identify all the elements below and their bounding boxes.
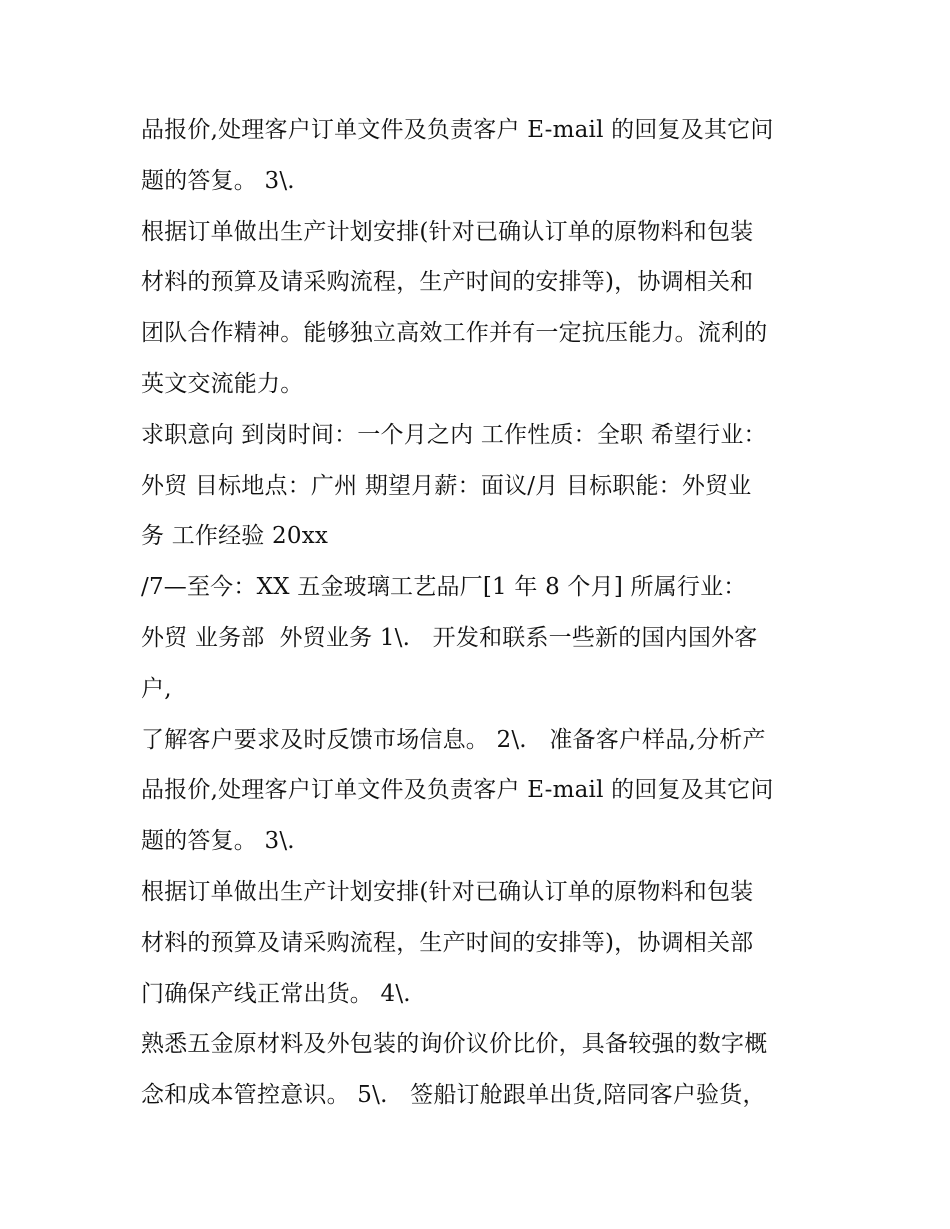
text-line: 了解客户要求及时反馈市场信息。 2\. 准备客户样品,分析产 [141,726,766,753]
text-line: 外贸 目标地点：广州 期望月薪：面议/月 目标职能：外贸业 [141,472,752,499]
text-line: 外贸 业务部 外贸业务 1\. 开发和联系一些新的国内国外客 [141,624,758,651]
text-line: 英文交流能力。 [141,370,304,397]
text-line: 务 工作经验 20xx [141,523,329,550]
text-line: 团队合作精神。能够独立高效工作并有一定抗压能力。流利的 [141,320,768,347]
text-line: 熟悉五金原材料及外包装的询价议价比价，具备较强的数字概 [141,1031,768,1058]
text-line: 念和成本管控意识。 5\. 签船订舱跟单出货,陪同客户验货， [141,1082,766,1109]
text-line: 材料的预算及请采购流程，生产时间的安排等)，协调相关和 [141,269,754,296]
text-line: 根据订单做出生产计划安排(针对已确认订单的原物料和包装 [141,218,754,245]
text-line: 题的答复。 3\. [141,167,295,194]
text-line: 求职意向 到岗时间：一个月之内 工作性质：全职 希望行业： [141,421,767,448]
text-line: 根据订单做出生产计划安排(针对已确认订单的原物料和包装 [141,878,754,905]
document-body [141,105,821,1121]
text-line: 门确保产线正常出货。 4\. [141,980,411,1007]
text-line: 品报价,处理客户订单文件及负责客户 E-mail 的回复及其它问 [141,117,774,143]
text-line: 题的答复。 3\. [141,828,295,855]
text-line: 户, [141,675,172,702]
text-line: 品报价,处理客户订单文件及负责客户 E-mail 的回复及其它问 [141,777,774,804]
text-line: 材料的预算及请采购流程，生产时间的安排等)，协调相关部 [141,929,754,956]
text-line: /7—至今：XX 五金玻璃工艺品厂[1 年 8 个月] 所属行业： [141,574,747,601]
